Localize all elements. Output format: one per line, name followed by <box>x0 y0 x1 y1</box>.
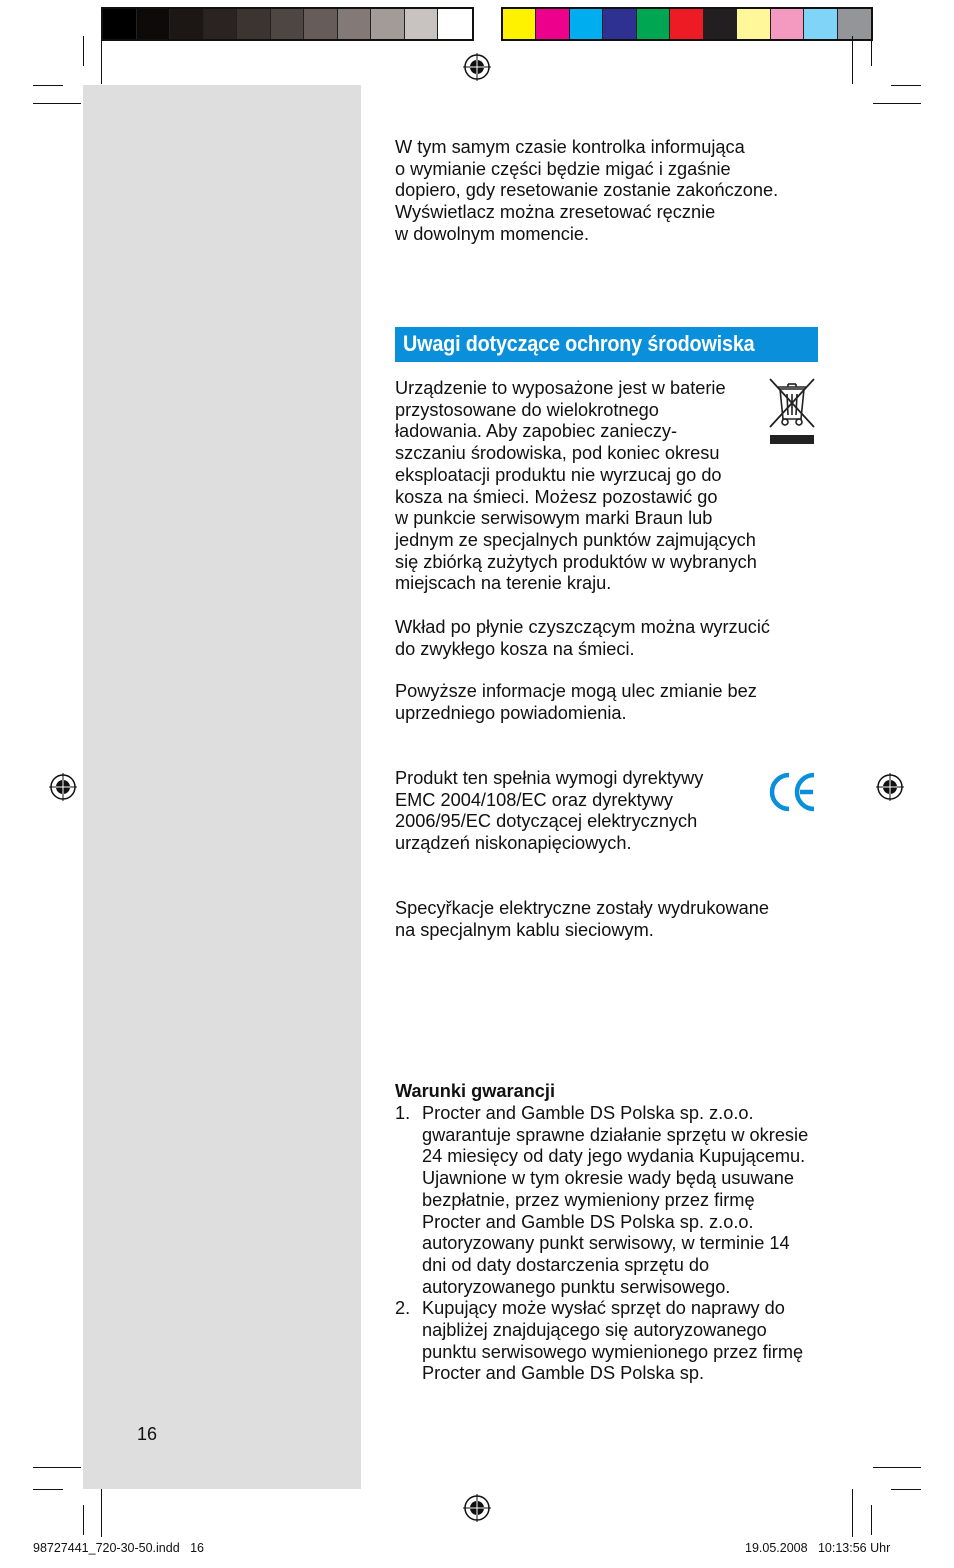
color-swatch <box>237 9 271 39</box>
color-swatch <box>137 9 171 39</box>
color-swatch <box>603 9 637 39</box>
color-swatch <box>271 9 305 39</box>
color-swatch <box>371 9 405 39</box>
ce-compliance-paragraph: Produkt ten spełnia wymogi dyrektywy EMC 2004/108/EC oraz dyrektywy 2006/95/EC dotyczącej elektrycznych urządzeń niskonapięciowych. <box>395 768 704 854</box>
color-swatch <box>536 9 570 39</box>
registration-mark-icon <box>463 53 491 81</box>
list-item <box>395 1298 815 1385</box>
color-swatch <box>570 9 604 39</box>
color-swatch <box>170 9 204 39</box>
list-item <box>395 1103 815 1298</box>
warranty-title: Warunki gwarancji <box>395 1081 556 1101</box>
registration-mark-icon <box>49 773 77 801</box>
section-heading: Uwagi dotyczące ochrony środowiska <box>403 331 755 356</box>
list-item-text: Procter and Gamble DS Polska sp. z.o.o. gwarantuje sprawne działanie sprzętu w okresie 24 miesięcy od daty jego wydania Kupującemu. Ujawnione w tym okresie wady będą usuwane bezpłatnie, przez wymieniony przez firmę Procter and Gamble DS Polska sp. z.o.o. autoryzowany punkt serwisowy, w terminie 14 dni od daty dostarczenia sprzętu do autoryzowanego punktu serwisowego. <box>422 1103 809 1297</box>
color-swatch <box>103 9 137 39</box>
color-swatch <box>637 9 671 39</box>
color-swatch <box>338 9 372 39</box>
color-swatch <box>438 9 472 39</box>
intro-paragraph: W tym samym czasie kontrolka informująca o wymianie części będzie migać i zgaśnie dopiero, gdy resetowanie zostanie zakończone. Wyświetlacz można zresetować ręcznie w dowolnym momencie. <box>395 137 779 244</box>
process-color-swatches <box>501 7 874 41</box>
cleaning-cartridge-paragraph: Wkład po płynie czyszczącym można wyrzucić do zwykłego kosza na śmieci. <box>395 617 770 659</box>
crossed-out-wheelie-bin-icon <box>768 377 816 447</box>
color-swatch <box>405 9 439 39</box>
electrical-specifications-paragraph: Specyřkacje elektryczne zostały wydrukowane na specjalnym kablu sieciowym. <box>395 898 770 940</box>
gray-ramp-swatches <box>101 7 474 41</box>
color-swatch <box>503 9 537 39</box>
footer-file-info: 98727441_720-30-50.indd 16 <box>33 1541 204 1555</box>
page-number: 16 <box>137 1424 158 1444</box>
color-swatch <box>204 9 238 39</box>
left-sidebar-panel <box>83 85 361 1489</box>
color-swatch <box>304 9 338 39</box>
footer-timestamp: 19.05.2008 10:13:56 Uhr <box>745 1541 891 1555</box>
color-swatch <box>771 9 805 39</box>
warranty-list <box>395 1103 815 1385</box>
color-swatch <box>670 9 704 39</box>
ce-mark-icon <box>768 770 818 814</box>
registration-mark-icon <box>463 1494 491 1522</box>
subject-to-change-paragraph: Powyższe informacje mogą ulec zmianie bez uprzedniego powiadomienia. <box>395 681 757 723</box>
color-swatch <box>804 9 838 39</box>
registration-mark-icon <box>876 773 904 801</box>
list-item-number: 2. <box>395 1298 411 1319</box>
list-item-text: Kupujący może wysłać sprzęt do naprawy do najbliżej znajdującego się autoryzowanego punktu serwisowego wymienionego przez firmę Procter and Gamble DS Polska sp. <box>422 1298 804 1384</box>
environment-paragraph: Urządzenie to wyposażone jest w baterie przystosowane do wielokrotnego ładowania. Aby zapobiec zanieczy- szczaniu środowiska, pod koniec okresu eksploatacji produktu nie wyrzucaj go do kosza na śmieci. Możesz pozostawić go w punkcie serwisowym marki Braun lub jednym ze specjalnych punktów zajmujących się zbiórką zużytych produktów w wybranych miejscach na terenie kraju. <box>395 378 757 594</box>
color-swatch <box>704 9 738 39</box>
color-calibration-bar <box>101 7 873 41</box>
list-item-number: 1. <box>395 1103 411 1123</box>
color-swatch <box>737 9 771 39</box>
color-swatch <box>838 9 872 39</box>
